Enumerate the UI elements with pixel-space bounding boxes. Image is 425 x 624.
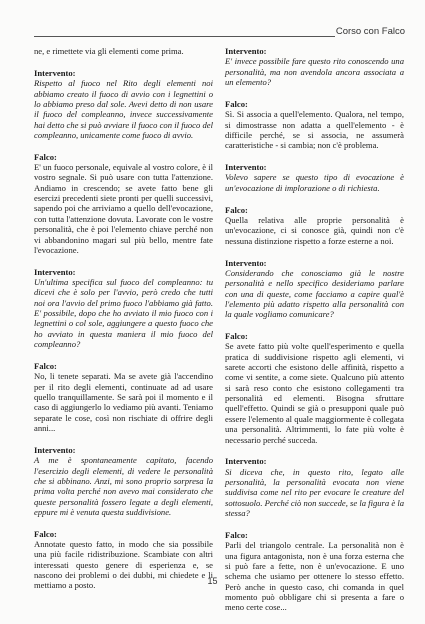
paragraph-text: E' un fuoco personale, equivale al vostro colore, è il vostro segnale. Si può usare con tutta l'attenzione. Andiamo in crescendo; se avete fatto bene gli esercizi precedenti siete pronti per quelli successivi, sapendo poi che arriviamo a quello dell'evocazione, con tutta l'attenzione dovuta. Lavorate con le vostre personalità, che è poi l'elemento chiave perché non vi abbandonino magari sul più bello, mentre fate l'evocazione.: [34, 162, 213, 255]
paragraph-text: No, li tenete separati. Ma se avete già l'accendino per il rito degli elementi, continuate ad ad usare quello tranquillamente. Se sarà poi il momento e il caso di aggiungerlo lo vediamo più avanti. Teniamo separate le cose, così non rischiate di offrire degli anni...: [34, 371, 213, 433]
paragraph-text: Sì. Si associa a quell'elemento. Qualora, nel tempo, si dimostrasse non adatta a quell'elemento - è difficile perché, se si associa, ne assumerà caratteristiche - si cambia; non c'è problema.: [225, 109, 404, 151]
speaker-label: Intervento:: [225, 162, 267, 173]
speaker-label: Falco:: [34, 528, 57, 539]
dialogue-block: [225, 205, 404, 246]
speaker-label: Intervento:: [225, 257, 267, 268]
dialogue-block: [34, 445, 213, 517]
speaker-label: Intervento:: [34, 266, 76, 277]
dialogue-block: [225, 258, 404, 320]
speaker-label: Falco:: [34, 360, 57, 371]
speaker-label: Falco:: [225, 331, 248, 342]
paragraph-text: A me è spontaneamente capitato, facendo l'esercizio degli elementi, di vedere le personalità che si abbinano. Anzi, mi sono proprio sorpresa la prima volta perché non avevo mai considerato che queste personalità fossero legate a degli elementi, eppure mi è venuta questa suddivisione.: [34, 455, 213, 517]
paragraph-text: Parli del triangolo centrale. La personalità non è una figura antagonista, non è una forza esterna che si può fare a fette, non è un'evocazione. E uno schema che usiamo per ottenere lo stesso effetto. Però anche in questo caso, chi comanda in quel momento può obbligare chi si presenta a fare o meno certe cose...: [225, 540, 404, 613]
dialogue-block: [225, 456, 404, 518]
dialogue-block: [34, 267, 213, 350]
paragraph-text: E' invece possibile fare questo rito conoscendo una personalità, ma non avendola ancora associata a un elemento?: [225, 56, 404, 88]
left-column: [34, 46, 213, 602]
speaker-label: Falco:: [225, 529, 248, 540]
speaker-label: Falco:: [225, 98, 248, 109]
dialogue-block: [225, 46, 404, 87]
speaker-label: Falco:: [34, 151, 57, 162]
dialogue-block: [225, 331, 404, 445]
dialogue-block: [34, 152, 213, 255]
speaker-label: Intervento:: [225, 456, 267, 467]
paragraph-text: ne, e rimettete via gli elementi come prima.: [34, 46, 184, 56]
paragraph-text: Volevo sapere se questo tipo di evocazione è un'evocazione di implorazione o di richiesta.: [225, 172, 404, 193]
speaker-label: Intervento:: [34, 67, 76, 78]
dialogue-block: [225, 99, 404, 151]
paragraph-text: Un'ultima specifica sul fuoco del compleanno: tu dicevi che è solo per l'avvio, però credo che tutti noi ora l'avvio del primo fuoco l'abbiamo già fatto. E' possibile, dopo che ho avviato il mio fuoco con i legnettini o col sole, aggiungere a questo fuoco che ho avviato in questa maniera il mio fuoco del compleanno?: [34, 277, 213, 350]
paragraph-text: Rispetto al fuoco nel Rito degli elementi noi abbiamo creato il fuoco di avvio con i legnettini o lo abbiamo preso dal sole. Avevi detto di non usare il fuoco del compleanno, invece successivamente hai detto che si può avviare il fuoco con il fuoco del compleanno, unicamente come fuoco di avvio.: [34, 78, 213, 140]
page-header: [34, 14, 405, 38]
paragraph-text: Si diceva che, in questo rito, legato alle personalità, la personalità evocata non viene suddivisa come nel rito per evocare le creature del sottosuolo. Perché ciò non succede, se la figura è la stessa?: [225, 466, 404, 519]
speaker-label: Falco:: [225, 204, 248, 215]
dialogue-block: [34, 361, 213, 433]
dialogue-block: [225, 530, 404, 613]
right-column: [225, 46, 404, 624]
dialogue-block: [225, 162, 404, 193]
speaker-label: Intervento:: [225, 46, 267, 56]
dialogue-block: [34, 46, 213, 56]
dialogue-block: [34, 68, 213, 140]
paragraph-text: Se avete fatto più volte quell'esperimento e quella pratica di suddivisione rispetto agli elementi, vi sarete accorti che esistono delle affinità, rispetto a come vi sentite, a come siete. Qualcuno più attento si sarà reso conto che esistono collegamenti tra personalità ed elementi. Bisogna sfruttare quell'effetto. Quindi se già o presupponi quale può essere l'elemento al quale maggiormente è collegata una personalità. Altrimmenti, lo fate più volte è necessario perché succeda.: [225, 341, 404, 445]
paragraph-text: Considerando che conosciamo già le nostre personalità e nello specifico desideriamo parlare con una di queste, come facciamo a capire qual'è l'elemento più adatto rispetto alla personalità con la quale vogliamo comunicare?: [225, 267, 404, 320]
page-number: 15: [207, 576, 218, 586]
paragraph-text: Annotate questo fatto, in modo che sia possibile una più facile ridistribuzione. Scambiate con altri interessati questo genere di esperienza e, se nascono dei problemi o dei dubbi, mi chiedete e li mettiamo a posto.: [34, 539, 213, 591]
speaker-label: Intervento:: [34, 444, 76, 455]
paragraph-text: Quella relativa alle proprie personalità è un'evocazione, ci si conosce già, quindi non c'è nessuna distinzione rispetto a forze esterne a noi.: [225, 214, 404, 246]
header-title: Corso con Falco: [335, 26, 405, 37]
header-rule: [34, 36, 335, 37]
